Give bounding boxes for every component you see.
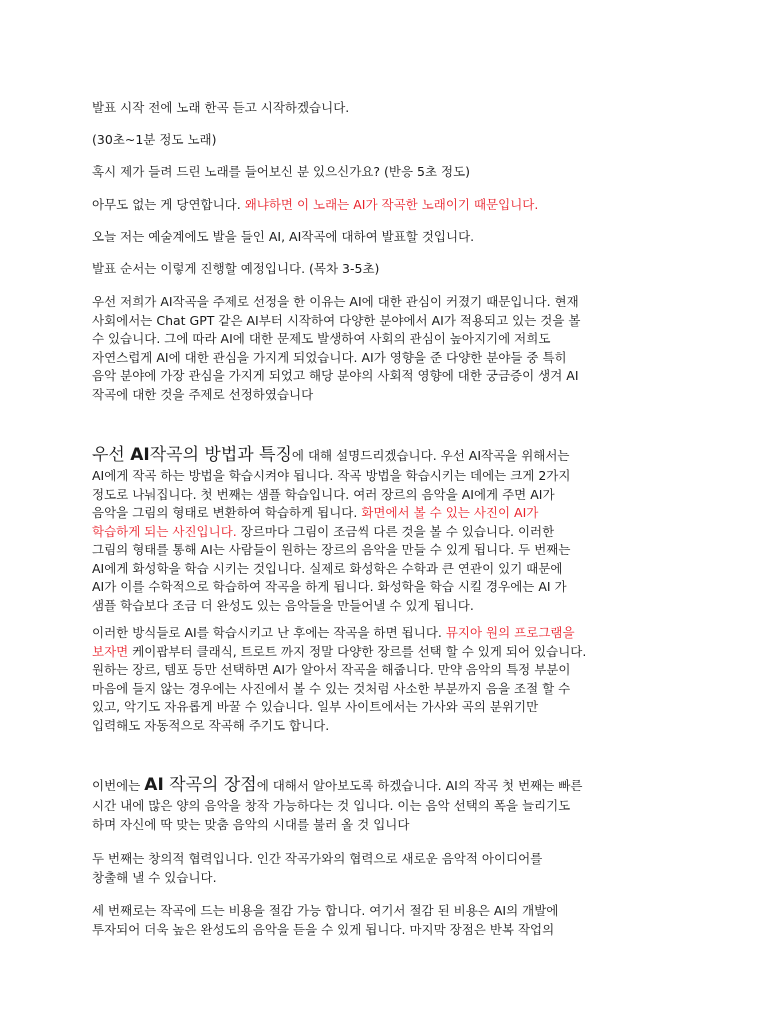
text-line: 자연스럽게 AI에 대한 관심을 가지게 되었습니다. AI가 영향을 준 다양한 분야들 중 특히 (92, 349, 567, 365)
paragraph-composing (92, 624, 682, 735)
paragraph-order (92, 260, 682, 279)
paragraph-question (92, 163, 682, 182)
text-line: 창출해 낼 수 있습니다. (92, 869, 217, 885)
highlight-text: 뮤지아 원의 프로그램을 (445, 625, 575, 640)
text-line: 사회에서는 Chat GPT 같은 AI부터 시작하여 다양한 분야에서 AI가 적용되고 있는 것을 볼 (92, 312, 581, 328)
text-line: 원하는 장르, 템포 등만 선택하면 AI가 알아서 작곡을 해줍니다. 만약 음악의 특정 부분이 (92, 662, 571, 677)
paragraph-topic (92, 228, 682, 247)
text-line (92, 523, 682, 542)
text-line (92, 444, 682, 467)
paragraph-method (92, 444, 682, 615)
text-line: 마음에 들지 않는 경우에는 사진에서 볼 수 있는 것처럼 사소한 부분까지 음을 조절 할 수 (92, 680, 571, 696)
heading-segment: 작곡의 방법과 특징 (149, 445, 292, 465)
highlight-text: 학습하게 되는 사진입니다. (92, 523, 237, 539)
heading-segment: 우선 (92, 445, 131, 465)
text-segment: 아무도 없는 게 당연합니다. (92, 197, 245, 212)
heading-segment: 작곡의 장점 (163, 775, 257, 795)
paragraph-cost (92, 902, 682, 939)
text-line (92, 643, 682, 662)
text-line: 그림의 형태를 통해 AI는 사람들이 원하는 장르의 음악을 만들 수 있게 됩니다. 두 번째는 (92, 542, 571, 557)
text-line: 정도로 나눠집니다. 첫 번째는 샘플 학습입니다. 여러 장르의 음악을 AI에게 주면 AI가 (92, 486, 555, 502)
text-line: 시간 내에 많은 양의 음악을 창작 가능하다는 것 입니다. 이는 음악 선택의 폭을 늘리기도 (92, 798, 571, 813)
text-line: 샘플 학습보다 조금 더 완성도 있는 음악들을 만들어낼 수 있게 됩니다. (92, 597, 474, 613)
paragraph-reason (92, 293, 682, 404)
highlight-text: 보자면 (92, 643, 129, 659)
text-line: 작곡에 대한 것을 주제로 선정하였습니다 (92, 386, 314, 402)
text-segment: 에 대해서 알아보도록 하겠습니다. AI의 작곡 첫 번째는 빠른 (256, 778, 583, 793)
text-line: 혹시 제가 들려 드린 노래를 들어보신 분 있으신가요? (반응 5초 정도) (92, 164, 471, 179)
paragraph-advantages (92, 774, 682, 834)
text-line: 수 있습니다. 그에 따라 AI에 대한 문제도 발생하여 사회의 관심이 높아지기에 저희도 (92, 331, 551, 346)
text-line (92, 624, 682, 643)
text-line (92, 774, 682, 797)
highlight-text: 화면에서 볼 수 있는 사진이 AI가 (361, 505, 539, 520)
paragraph-collaboration (92, 850, 682, 887)
text-line: 있고, 악기도 자유롭게 바꿀 수 있습니다. 일부 사이트에서는 가사와 곡의 분위기만 (92, 699, 539, 714)
text-line: 투자되어 더욱 높은 완성도의 음악을 듣을 수 있게 됩니다. 마지막 장점은 반복 작업의 (92, 921, 555, 937)
text-line: 입력해도 자동적으로 작곡해 주기도 합니다. (92, 717, 330, 733)
highlight-text: 왜냐하면 이 노래는 AI가 작곡한 노래이기 때문입니다. (244, 197, 539, 212)
text-segment: 음악을 그림의 형태로 변환하여 학습하게 됩니다. (92, 505, 362, 520)
text-line: (30초~1분 정도 노래) (92, 132, 217, 147)
text-line: 발표 시작 전에 노래 한곡 듣고 시작하겠습니다. (92, 100, 350, 115)
text-line: AI가 이를 수학적으로 학습하여 작곡을 하게 됩니다. 화성학을 학습 시킬 경우에는 AI 가 (92, 579, 567, 594)
text-segment: 케이팝부터 클래식, 트로트 까지 정말 다양한 장르를 선택 할 수 있게 되어 있습니다. (128, 643, 587, 659)
text-line: AI에게 화성학을 학습 시키는 것입니다. 실제로 화성학은 수학과 큰 연관이 있기 때문에 (92, 560, 563, 576)
text-line: 두 번째는 창의적 협력입니다. 인간 작곡가와의 협력으로 새로운 음악적 아이디어를 (92, 851, 543, 866)
text-line (92, 504, 682, 523)
heading-segment: AI (130, 445, 150, 465)
text-segment: 이러한 방식들로 AI를 학습시키고 난 후에는 작곡을 하면 됩니다. (92, 625, 446, 640)
text-line: 오늘 저는 예술계에도 발을 들인 AI, AI작곡에 대하여 발표할 것입니다. (92, 229, 475, 244)
paragraph-song-duration (92, 131, 682, 150)
paragraph-reveal (92, 196, 682, 215)
paragraph-intro (92, 99, 682, 118)
text-segment: 이번에는 (92, 778, 145, 793)
text-line: 세 번째로는 작곡에 드는 비용을 절감 가능 합니다. 여기서 절감 된 비용은 AI의 개발에 (92, 903, 559, 918)
text-line: AI에게 작곡 하는 방법을 학습시켜야 됩니다. 작곡 방법을 학습시키는 데에는 크게 2가지 (92, 468, 571, 483)
heading-segment: AI (144, 775, 164, 795)
text-line: 하며 자신에 딱 맞는 맞춤 음악의 시대를 불러 올 것 입니다 (92, 816, 410, 832)
text-line: 음악 분야에 가장 관심을 가지게 되었고 해당 분야의 사회적 영향에 대한 궁금증이 생겨 AI (92, 368, 579, 383)
text-segment: 에 대해 설명드리겠습니다. 우선 AI작곡을 위해서는 (291, 448, 570, 463)
text-segment: 장르마다 그림이 조금씩 다른 것을 볼 수 있습니다. 이러한 (236, 523, 555, 539)
text-line: 발표 순서는 이렇게 진행할 예정입니다. (목차 3-5초) (92, 261, 380, 276)
text-line (92, 196, 682, 215)
text-line: 우선 저희가 AI작곡을 주제로 선정을 한 이유는 AI에 대한 관심이 커졌기 때문입니다. 현재 (92, 294, 579, 309)
